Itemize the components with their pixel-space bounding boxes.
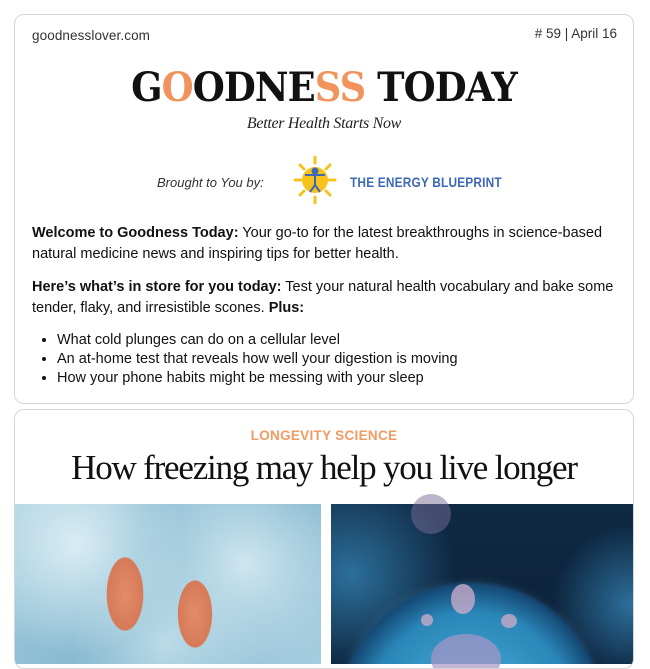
cell-organelle (451, 584, 475, 614)
article-category: LONGEVITY SCIENCE (250, 428, 398, 443)
sponsor-label: Brought to You by: (157, 175, 264, 190)
issue-date: # 59 | April 16 (534, 26, 617, 41)
cell-organelle (421, 614, 433, 626)
site-link[interactable]: goodnesslover.com (32, 28, 151, 43)
sponsor-name[interactable]: THE ENERGY BLUEPRINT (350, 175, 502, 190)
welcome-text: Your go-to for the latest breakthroughs in science-based natural medicine news and inspiring tips for better health. (32, 225, 603, 262)
welcome-heading: Welcome to Goodness Today: (32, 225, 239, 241)
list-item: • What cold plunges can do on a cellular level (57, 331, 458, 350)
welcome-paragraph (32, 223, 622, 265)
in-store-text: Test your natural health vocabulary and bake some tender, flaky, and irresistible scones. (32, 279, 614, 316)
article-headline[interactable]: How freezing may help you live longer (71, 448, 577, 487)
logo-text: G (131, 64, 162, 111)
list-item: • An at-home test that reveals how well your digestion is moving (57, 350, 458, 369)
in-store-paragraph (32, 277, 622, 319)
tagline: Better Health Starts Now (246, 115, 402, 132)
logo-text-accent: SS (314, 64, 366, 111)
logo-text: ODNE (192, 64, 315, 111)
in-store-heading: Here’s what’s in store for you today: (32, 279, 282, 295)
cell-nucleus (431, 634, 501, 669)
highlights-list (37, 331, 458, 388)
logo-text: TODAY (365, 64, 517, 111)
cell-organelle (501, 614, 517, 628)
article-card (14, 409, 634, 669)
cell-organelle (411, 494, 451, 534)
cell-illustration-image[interactable] (331, 504, 634, 664)
newsletter-logo (40, 63, 609, 113)
feet-in-ice-water-image[interactable] (15, 504, 321, 664)
sun-vitruvian-man-icon[interactable] (293, 155, 337, 205)
logo-text-accent: O (161, 64, 193, 111)
plus-label: Plus: (268, 300, 305, 316)
list-item: • How your phone habits might be messing with your sleep (57, 369, 458, 388)
newsletter-header-card (14, 14, 634, 404)
